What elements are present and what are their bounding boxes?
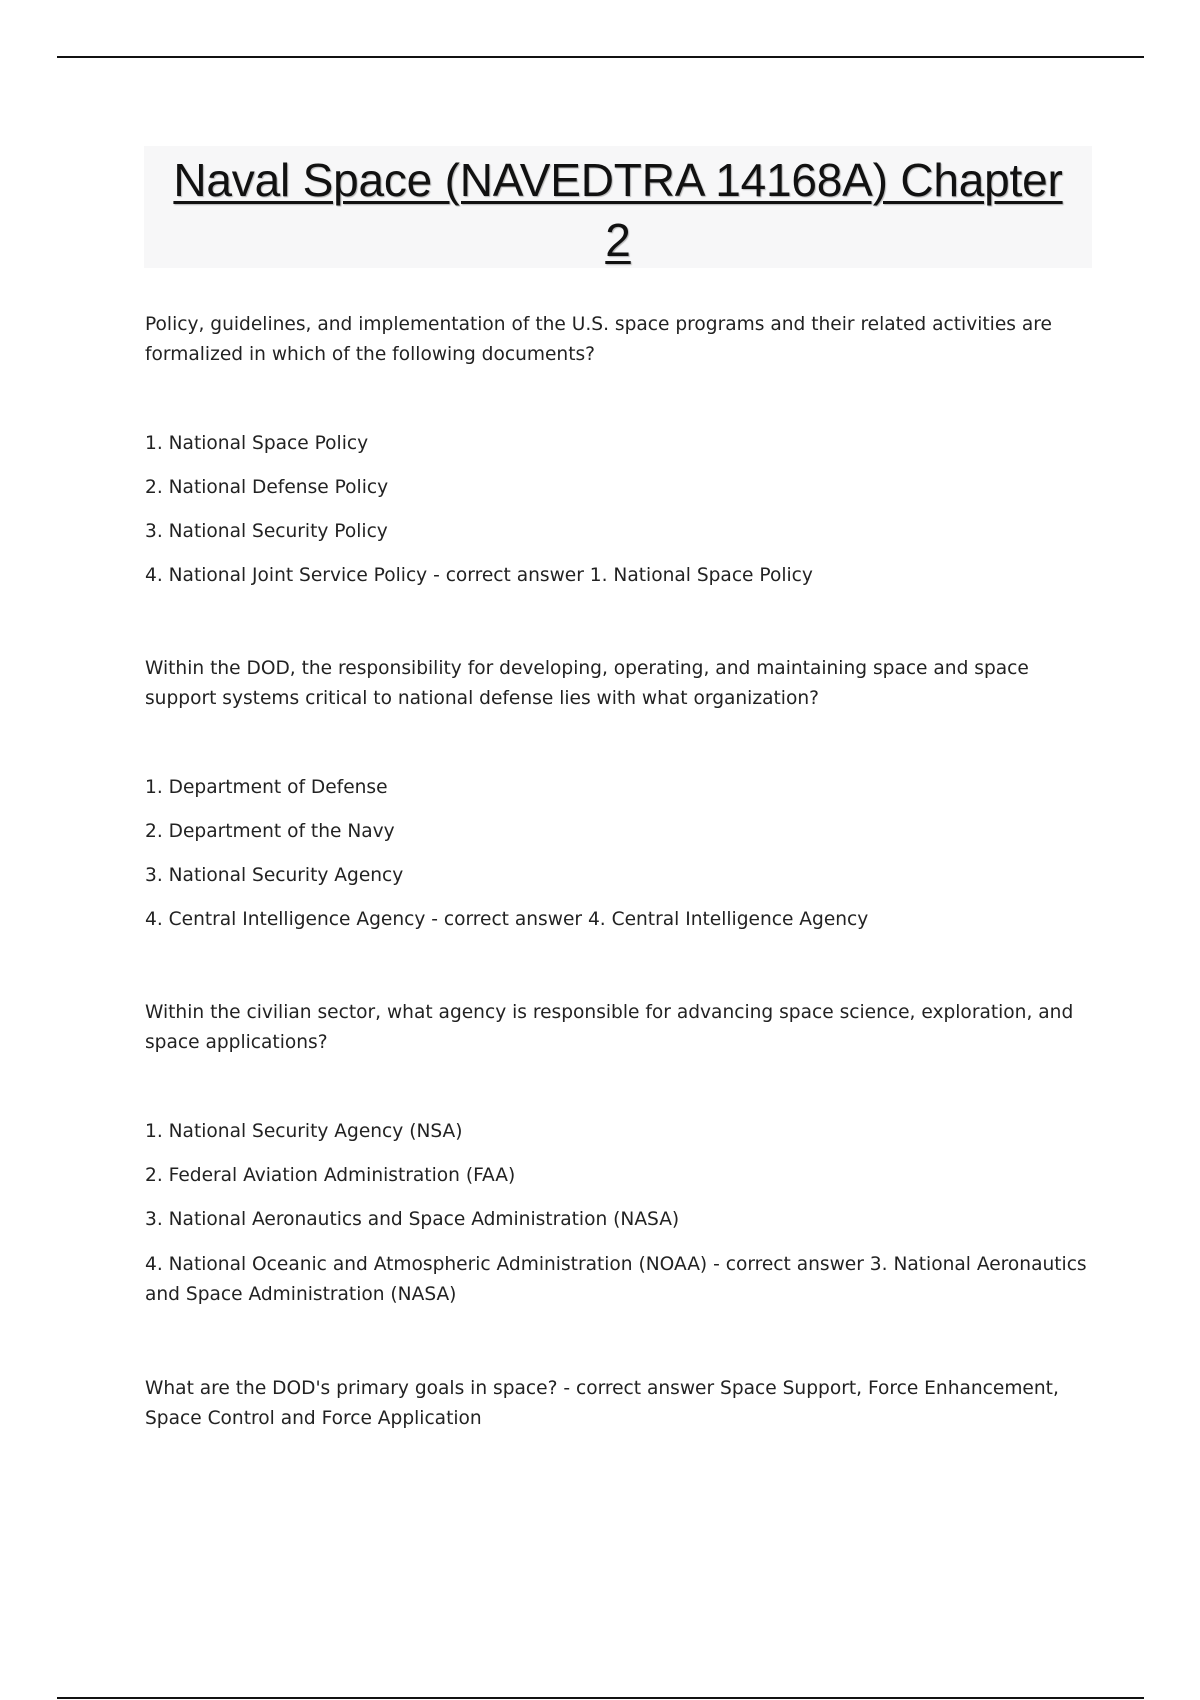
answer-option: 3. National Security Agency xyxy=(145,865,404,886)
answer-options xyxy=(145,774,1095,934)
question-text: Policy, guidelines, and implementation of the U.S. space programs and their related activities are formalized in which of the following documents? xyxy=(145,314,1052,365)
answer-options xyxy=(145,430,1095,590)
question-block-1 xyxy=(145,310,1095,590)
title-line-1: Naval Space (NAVEDTRA 14168A) Chapter xyxy=(173,154,1063,206)
document-title xyxy=(144,146,1092,268)
answer-option-with-correct-answer: 4. Central Intelligence Agency - correct answer 4. Central Intelligence Agency xyxy=(145,909,869,930)
answer-option: 2. National Defense Policy xyxy=(145,477,389,498)
answer-option: 3. National Aeronautics and Space Administration (NASA) xyxy=(145,1209,680,1230)
question-block-4 xyxy=(145,1374,1095,1434)
answer-option: 1. National Space Policy xyxy=(145,433,369,454)
question-block-2 xyxy=(145,654,1095,934)
question-block-3 xyxy=(145,998,1095,1310)
answer-options xyxy=(145,1118,1095,1310)
question-text: Within the civilian sector, what agency is responsible for advancing space science, exploration, and space applications? xyxy=(145,1002,1074,1053)
question-text: Within the DOD, the responsibility for developing, operating, and maintaining space and space support systems critical to national defense lies with what organization? xyxy=(145,658,1029,709)
answer-option: 2. Department of the Navy xyxy=(145,821,395,842)
answer-option: 1. National Security Agency (NSA) xyxy=(145,1121,463,1142)
answer-option: 1. Department of Defense xyxy=(145,777,388,798)
bottom-rule xyxy=(57,1697,1144,1699)
question-text-with-correct-answer: What are the DOD's primary goals in space? - correct answer Space Support, Force Enhancement, Space Control and Force Application xyxy=(145,1378,1059,1429)
answer-option: 3. National Security Policy xyxy=(145,521,388,542)
answer-option-with-correct-answer: 4. National Oceanic and Atmospheric Administration (NOAA) - correct answer 3. National Aeronautics and Space Administration (NASA) xyxy=(145,1254,1087,1305)
title-line-2: 2 xyxy=(605,214,631,266)
top-rule xyxy=(57,56,1144,58)
answer-option-with-correct-answer: 4. National Joint Service Policy - correct answer 1. National Space Policy xyxy=(145,565,813,586)
document-body xyxy=(145,310,1095,1434)
answer-option: 2. Federal Aviation Administration (FAA) xyxy=(145,1165,516,1186)
